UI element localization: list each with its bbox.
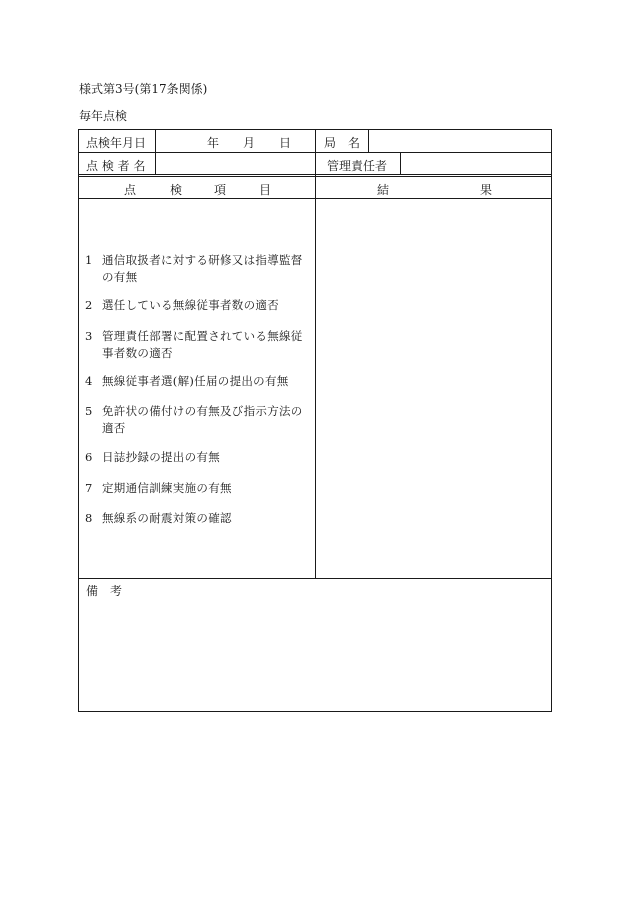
form-number: 様式第3号(第17条関係) xyxy=(79,82,208,96)
item-number: 8 xyxy=(85,511,93,525)
inspection-item-7 xyxy=(85,480,312,497)
item-text: 免許状の備付けの有無及び指示方法の適否 xyxy=(102,404,303,435)
inspection-item-6 xyxy=(85,449,312,466)
inspector-name-label: 点 検 者 名 xyxy=(86,159,146,173)
item-number: 3 xyxy=(85,329,93,343)
items-header-char-2: 検 xyxy=(170,183,183,197)
date-year-label: 年 xyxy=(207,136,220,150)
inspection-item-8 xyxy=(85,510,312,527)
item-number: 6 xyxy=(85,450,93,464)
date-month-label: 月 xyxy=(243,136,256,150)
result-header-char-1: 結 xyxy=(377,183,390,197)
inspection-date-label: 点検年月日 xyxy=(86,136,147,150)
manager-label: 管理責任者 xyxy=(327,159,388,173)
item-number: 7 xyxy=(85,481,93,495)
item-text: 無線従事者選(解)任届の提出の有無 xyxy=(102,374,289,388)
inspection-item-4 xyxy=(85,373,312,390)
inspection-item-2 xyxy=(85,297,312,314)
items-header-char-4: 目 xyxy=(259,183,272,197)
date-day-label: 日 xyxy=(279,136,292,150)
item-text: 定期通信訓練実施の有無 xyxy=(102,481,232,495)
item-number: 1 xyxy=(85,253,93,267)
items-header-char-3: 項 xyxy=(214,183,227,197)
inspection-item-3 xyxy=(85,328,312,362)
item-number: 2 xyxy=(85,298,93,312)
item-text: 日誌抄録の提出の有無 xyxy=(102,450,220,464)
item-text: 無線系の耐震対策の確認 xyxy=(102,511,232,525)
document-title: 毎年点検 xyxy=(79,109,128,123)
remarks-label: 備 考 xyxy=(86,584,123,598)
items-header-char-1: 点 xyxy=(124,183,137,197)
item-text: 通信取扱者に対する研修又は指導監督の有無 xyxy=(102,253,303,284)
item-number: 4 xyxy=(85,374,93,388)
station-name-label: 局 名 xyxy=(324,136,361,150)
item-number: 5 xyxy=(85,404,93,418)
result-header-char-2: 果 xyxy=(480,183,493,197)
inspection-item-5 xyxy=(85,403,312,437)
inspection-item-1 xyxy=(85,252,312,286)
item-text: 選任している無線従事者数の適否 xyxy=(102,298,279,312)
item-text: 管理責任部署に配置されている無線従事者数の適否 xyxy=(102,329,303,360)
